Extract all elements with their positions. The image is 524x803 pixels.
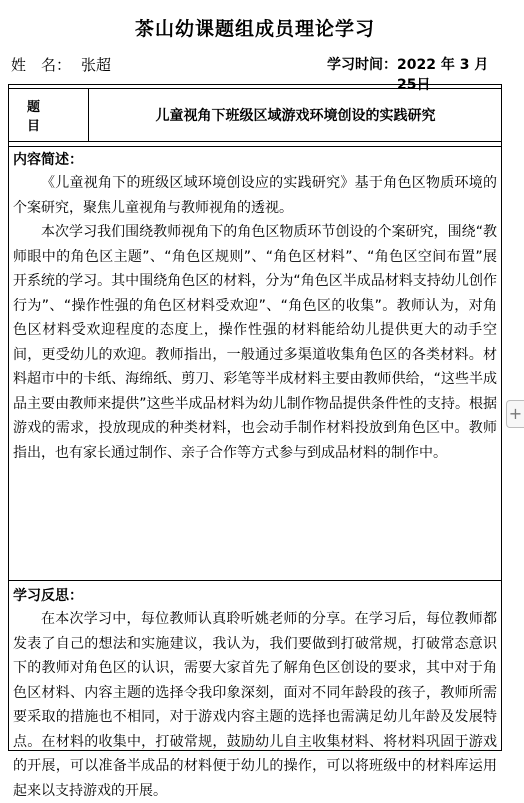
study-time-value: 2022 年 3 月 25日	[397, 57, 489, 93]
name-value: 张超	[81, 56, 112, 74]
study-time-label: 学习时间：	[327, 57, 397, 73]
name-label: 姓 名：	[11, 56, 72, 74]
summary-paragraph: 本次学习我们围绕教师视角下的角色区物质环节创设的个案研究，围绕“教师眼中的角色区主题”、“角色区规则”、“角色区材料”、“角色区空间布置”展开系统的学习。其中围绕角色区的材料，分为“角色区半成品材料支持幼儿创作行为”、“操作性强的角色区材料受欢迎”、“角色区的收集”。教师认为，对角色区材料受欢迎程度的态度上，操作性强的材料能给幼儿提供更大的动手空间，更受幼儿的欢迎。教师指出，一般通过多渠道收集角色区的各类材料。材料超市中的卡纸、海绵纸、剪刀、彩笔等半成材料主要由教师供给，“这些半成品主要由教师来提供”这些半成品材料为幼儿制作物品提供条件性的支持。根据游戏的需求，投放现成的种类材料，也会动手制作材料投放到角色区中。教师指出，也有家长通过制作、亲子合作等方式参与到成品材料的制作中。	[13, 224, 497, 461]
info-row	[11, 54, 497, 93]
reflection-heading: 学习反思：	[13, 588, 83, 604]
reflection-section	[9, 585, 501, 799]
add-button[interactable]: +	[506, 400, 524, 428]
reflection-paragraph: 在本次学习中，每位教师认真聆听姚老师的分享。在学习后，每位教师都发表了自己的想法和实施建议，我认为，我们要做到打破常规，打破常态意识下的教师对角色区的认识，需要大家首先了解角色区创设的要求，其中对于角色区材料、内容主题的选择令我印象深刻，面对不同年龄段的孩子，教师所需要采取的措施也不相同，对于游戏内容主题的选择也需满足幼儿年龄及发展特点。在材料的收集中，打破常规，鼓励幼儿自主收集材料、将材料巩固于游戏的开展，可以准备半成品的材料便于幼儿的操作，可以将班级中的材料库运用起来以支持游戏的开展。	[13, 611, 497, 799]
topic-row-bottom-rule	[9, 141, 501, 142]
topic-value: 儿童视角下班级区域游戏环境创设的实践研究	[155, 108, 436, 124]
summary-section	[9, 149, 501, 581]
topic-label: 题目	[9, 89, 89, 141]
document-table	[8, 84, 502, 799]
summary-paragraph: 《儿童视角下的班级区域环境创设应的实践研究》基于角色区物质环境的个案研究，聚焦儿童视角与教师视角的透视。	[13, 175, 497, 216]
summary-heading: 内容简述：	[13, 152, 83, 168]
topic-row	[9, 85, 501, 147]
document-title: 茶山幼课题组成员理论学习	[134, 18, 375, 40]
